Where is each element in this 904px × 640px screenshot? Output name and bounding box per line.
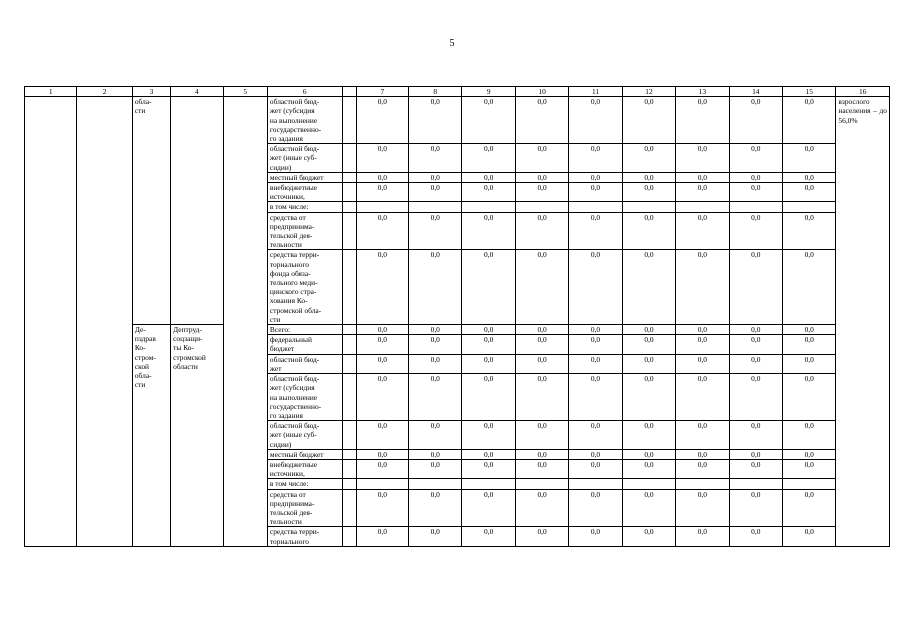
value-cell: 0,0 [569,489,622,527]
column-number-row [25,87,890,97]
column-header-6 [342,87,356,97]
value-cell: 0,0 [409,527,462,546]
column-header-11: 11 [569,87,622,97]
value-cell: 0,0 [356,489,408,527]
value-cell [569,479,622,489]
table-row [25,97,890,144]
budget-table [24,86,890,547]
value-cell: 0,0 [729,527,782,546]
value-cell: 0,0 [356,421,408,450]
value-cell: 0,0 [676,421,729,450]
value-cell: 0,0 [462,172,515,182]
spacer-cell [342,325,356,335]
value-cell: 0,0 [515,172,568,182]
value-cell: 0,0 [676,374,729,421]
value-cell: 0,0 [409,325,462,335]
value-cell [783,479,836,489]
spacer-cell [342,449,356,459]
value-cell [515,479,568,489]
value-cell [356,479,408,489]
value-cell: 0,0 [409,335,462,354]
value-cell: 0,0 [783,527,836,546]
value-cell [356,202,408,212]
value-cell [622,202,675,212]
value-cell: 0,0 [409,449,462,459]
funding-source-label: областной бюд- жет (субсидия на выполнение государственно- го задания [267,97,342,144]
column-header-8: 8 [409,87,462,97]
value-cell: 0,0 [676,183,729,202]
value-cell: 0,0 [356,172,408,182]
value-cell: 0,0 [356,459,408,478]
value-cell: 0,0 [676,335,729,354]
value-cell: 0,0 [676,172,729,182]
column-header-9: 9 [462,87,515,97]
value-cell: 0,0 [462,459,515,478]
value-cell: 0,0 [622,489,675,527]
value-cell: 0,0 [515,489,568,527]
value-cell: 0,0 [356,335,408,354]
value-cell [515,202,568,212]
value-cell: 0,0 [676,527,729,546]
column-header-1: 2 [77,87,132,97]
value-cell [409,479,462,489]
value-cell: 0,0 [515,144,568,173]
value-cell: 0,0 [622,335,675,354]
value-cell: 0,0 [569,97,622,144]
value-cell: 0,0 [356,250,408,325]
value-cell: 0,0 [462,144,515,173]
value-cell: 0,0 [515,527,568,546]
value-cell: 0,0 [356,325,408,335]
value-cell: 0,0 [462,449,515,459]
value-cell: 0,0 [569,335,622,354]
value-cell: 0,0 [462,325,515,335]
value-cell: 0,0 [462,250,515,325]
col5-cell [223,97,267,547]
funding-source-label: местный бюджет [267,449,342,459]
value-cell [569,202,622,212]
funding-source-label: областной бюд- жет (иные суб- сидии) [267,421,342,450]
funding-source-label: средства терри- ториального фонда обяза- тельного меди- цинского стра- хования Ко- стромской обла- сти [267,250,342,325]
funding-source-label: Всего: [267,325,342,335]
spacer-cell [342,354,356,373]
column-header-4: 5 [223,87,267,97]
column-header-5: 6 [267,87,342,97]
column-header-16: 16 [836,87,890,97]
value-cell: 0,0 [676,459,729,478]
value-cell: 0,0 [783,250,836,325]
value-cell: 0,0 [515,449,568,459]
spacer-cell [342,527,356,546]
value-cell: 0,0 [515,325,568,335]
value-cell: 0,0 [462,354,515,373]
funding-source-label: областной бюд- жет [267,354,342,373]
indicator-cell: взрослого населения – до 56,0% [836,97,890,547]
value-cell: 0,0 [729,325,782,335]
value-cell: 0,0 [569,183,622,202]
value-cell: 0,0 [569,527,622,546]
column-header-15: 15 [783,87,836,97]
value-cell: 0,0 [356,527,408,546]
value-cell: 0,0 [729,183,782,202]
value-cell: 0,0 [356,354,408,373]
value-cell: 0,0 [462,489,515,527]
value-cell: 0,0 [515,374,568,421]
value-cell: 0,0 [622,459,675,478]
column-header-13: 13 [676,87,729,97]
value-cell: 0,0 [729,449,782,459]
value-cell [622,479,675,489]
spacer-cell [342,421,356,450]
value-cell: 0,0 [622,325,675,335]
value-cell: 0,0 [569,459,622,478]
value-cell: 0,0 [729,374,782,421]
value-cell: 0,0 [515,183,568,202]
spacer-cell [342,489,356,527]
value-cell: 0,0 [783,374,836,421]
value-cell: 0,0 [729,212,782,250]
value-cell: 0,0 [729,489,782,527]
value-cell: 0,0 [462,421,515,450]
value-cell: 0,0 [409,183,462,202]
value-cell: 0,0 [515,421,568,450]
value-cell [676,479,729,489]
executor-cell: Де- пздрав Ко- стром- ской обла- сти [132,325,170,547]
funding-source-label: областной бюд- жет (иные суб- сидии) [267,144,342,173]
spacer-cell [342,250,356,325]
value-cell: 0,0 [356,449,408,459]
spacer-cell [342,144,356,173]
funding-source-label: внебюджетные источники, [267,459,342,478]
spacer-cell [342,335,356,354]
value-cell: 0,0 [409,212,462,250]
coexecutor-cell [171,97,223,325]
value-cell: 0,0 [622,421,675,450]
value-cell: 0,0 [356,183,408,202]
value-cell: 0,0 [622,172,675,182]
value-cell: 0,0 [569,325,622,335]
value-cell: 0,0 [409,374,462,421]
spacer-cell [342,479,356,489]
value-cell: 0,0 [676,212,729,250]
value-cell: 0,0 [515,335,568,354]
value-cell: 0,0 [729,421,782,450]
column-header-0: 1 [25,87,77,97]
value-cell: 0,0 [676,449,729,459]
value-cell: 0,0 [515,97,568,144]
value-cell: 0,0 [729,172,782,182]
value-cell: 0,0 [569,172,622,182]
value-cell [729,479,782,489]
value-cell: 0,0 [356,97,408,144]
value-cell: 0,0 [409,354,462,373]
value-cell: 0,0 [356,374,408,421]
value-cell: 0,0 [409,172,462,182]
value-cell: 0,0 [622,212,675,250]
value-cell: 0,0 [622,97,675,144]
value-cell: 0,0 [622,527,675,546]
value-cell: 0,0 [729,354,782,373]
funding-source-label: областной бюд- жет (субсидия на выполнение государственно- го задания [267,374,342,421]
spacer-cell [342,459,356,478]
spacer-cell [342,97,356,144]
value-cell: 0,0 [356,144,408,173]
value-cell: 0,0 [783,212,836,250]
value-cell: 0,0 [462,527,515,546]
value-cell: 0,0 [676,97,729,144]
value-cell: 0,0 [676,354,729,373]
funding-source-label: местный бюджет [267,172,342,182]
value-cell [462,202,515,212]
funding-source-label: средства от предпринима- тельской дея- тельности [267,212,342,250]
value-cell: 0,0 [783,459,836,478]
value-cell: 0,0 [569,449,622,459]
value-cell [676,202,729,212]
value-cell: 0,0 [462,212,515,250]
value-cell: 0,0 [676,250,729,325]
column-header-7: 7 [356,87,408,97]
spacer-cell [342,172,356,182]
executor-cell: обла- сти [132,97,170,325]
funding-source-label: в том числе: [267,479,342,489]
value-cell: 0,0 [462,183,515,202]
value-cell: 0,0 [729,335,782,354]
page-number: 5 [449,38,455,49]
value-cell: 0,0 [783,97,836,144]
value-cell: 0,0 [729,97,782,144]
value-cell: 0,0 [515,459,568,478]
column-header-3: 4 [171,87,223,97]
value-cell [783,202,836,212]
value-cell: 0,0 [515,250,568,325]
value-cell: 0,0 [622,374,675,421]
value-cell: 0,0 [622,449,675,459]
value-cell: 0,0 [569,421,622,450]
value-cell: 0,0 [462,335,515,354]
value-cell: 0,0 [515,354,568,373]
spacer-cell [342,212,356,250]
col1-cell [25,97,77,547]
table-row [25,325,890,335]
value-cell [729,202,782,212]
value-cell: 0,0 [729,459,782,478]
spacer-cell [342,183,356,202]
value-cell: 0,0 [622,250,675,325]
value-cell: 0,0 [462,374,515,421]
column-header-12: 12 [622,87,675,97]
col2-cell [77,97,132,547]
value-cell: 0,0 [409,250,462,325]
value-cell: 0,0 [409,489,462,527]
funding-source-label: внебюджетные источники, [267,183,342,202]
value-cell: 0,0 [569,144,622,173]
value-cell: 0,0 [622,354,675,373]
value-cell [409,202,462,212]
funding-source-label: средства от предпринима- тельской дея- тельности [267,489,342,527]
value-cell: 0,0 [409,459,462,478]
value-cell: 0,0 [409,421,462,450]
value-cell: 0,0 [783,144,836,173]
value-cell: 0,0 [569,374,622,421]
value-cell: 0,0 [676,144,729,173]
value-cell: 0,0 [409,97,462,144]
value-cell: 0,0 [729,144,782,173]
value-cell: 0,0 [515,212,568,250]
value-cell: 0,0 [783,335,836,354]
value-cell: 0,0 [783,354,836,373]
value-cell: 0,0 [676,325,729,335]
column-header-10: 10 [515,87,568,97]
value-cell: 0,0 [783,325,836,335]
value-cell: 0,0 [622,183,675,202]
value-cell: 0,0 [569,250,622,325]
funding-source-label: средства терри- ториального [267,527,342,546]
value-cell: 0,0 [569,354,622,373]
value-cell: 0,0 [569,212,622,250]
value-cell: 0,0 [409,144,462,173]
coexecutor-cell: Дептруд- соцзащи- ты Ко- стромской области [171,325,223,547]
spacer-cell [342,374,356,421]
column-header-14: 14 [729,87,782,97]
value-cell: 0,0 [356,212,408,250]
column-header-2: 3 [132,87,170,97]
value-cell: 0,0 [462,97,515,144]
spacer-cell [342,202,356,212]
value-cell: 0,0 [783,489,836,527]
funding-source-label: в том числе: [267,202,342,212]
value-cell: 0,0 [783,421,836,450]
value-cell: 0,0 [783,449,836,459]
value-cell: 0,0 [729,250,782,325]
value-cell [462,479,515,489]
value-cell: 0,0 [783,172,836,182]
value-cell: 0,0 [676,489,729,527]
funding-source-label: федеральный бюджет [267,335,342,354]
value-cell: 0,0 [622,144,675,173]
value-cell: 0,0 [783,183,836,202]
